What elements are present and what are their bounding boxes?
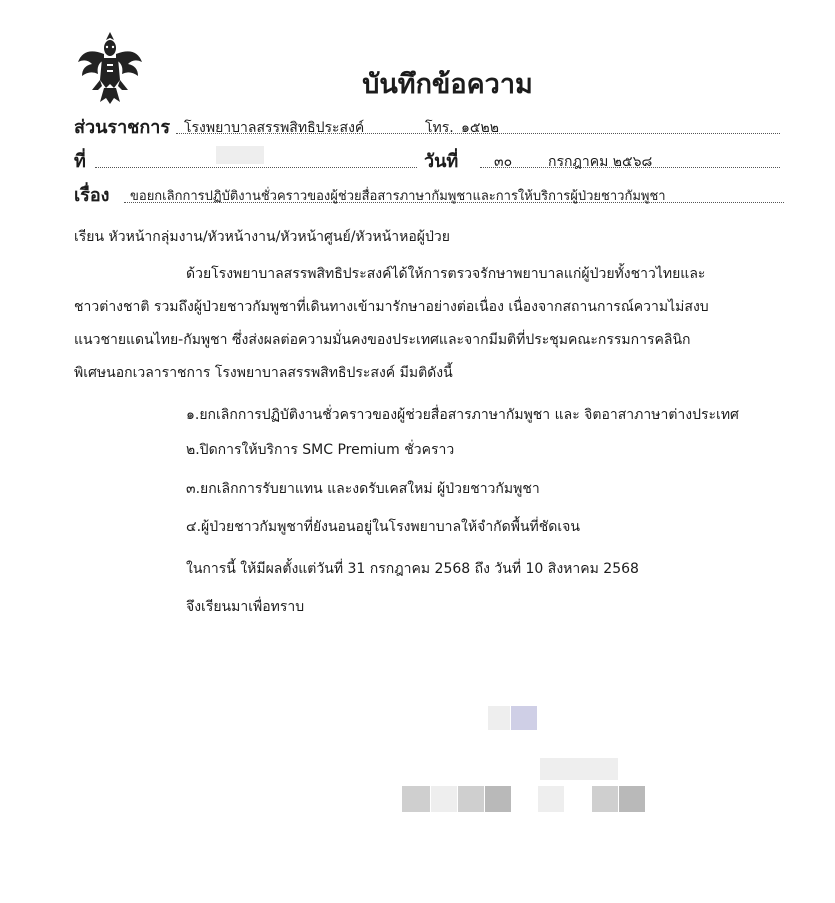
- paragraph-line: ด้วยโรงพยาบาลสรรพสิทธิประสงค์ได้ให้การตรวจรักษาพยาบาลแก่ผู้ป่วยทั้งชาวไทยและ: [186, 266, 706, 282]
- date-month-year: กรกฎาคม ๒๕๖๘: [548, 154, 653, 170]
- to-line: เรียน หัวหน้ากลุ่มงาน/หัวหน้างาน/หัวหน้าศูนย์/หัวหน้าหอผู้ป่วย: [74, 229, 450, 245]
- phone-label: โทร.: [425, 120, 454, 136]
- effective-date-line: ในการนี้ ให้มีผลตั้งแต่วันที่ 31 กรกฎาคม 2568 ถึง วันที่ 10 สิงหาคม 2568: [186, 561, 639, 577]
- agency-label: ส่วนราชการ: [74, 117, 171, 138]
- phone-value: ๑๕๒๒: [461, 120, 499, 136]
- date-label: วันที่: [424, 151, 459, 172]
- subject-label: เรื่อง: [74, 185, 110, 206]
- subject-value: ขอยกเลิกการปฏิบัติงานชั่วคราวของผู้ช่วยสื่อสารภาษากัมพูชาและการให้บริการผู้ป่วยชาวกัมพูชา: [130, 189, 666, 204]
- list-item: ๓.ยกเลิกการรับยาแทน และงดรับเคสใหม่ ผู้ป่วยชาวกัมพูชา: [186, 481, 540, 497]
- list-item: ๑.ยกเลิกการปฏิบัติงานชั่วคราวของผู้ช่วยสื่อสารภาษากัมพูชา และ จิตอาสาภาษาต่างประเทศ: [186, 407, 739, 423]
- list-item: ๔.ผู้ป่วยชาวกัมพูชาที่ยังนอนอยู่ในโรงพยาบาลให้จำกัดพื้นที่ชัดเจน: [186, 519, 580, 535]
- ref-dotted-line: [95, 167, 417, 168]
- agency-value: โรงพยาบาลสรรพสิทธิประสงค์: [184, 120, 365, 136]
- paragraph-line: ชาวต่างชาติ รวมถึงผู้ป่วยชาวกัมพูชาที่เดินทางเข้ามารักษาอย่างต่อเนื่อง เนื่องจากสถานการณ์ความไม่สงบ: [74, 299, 709, 315]
- ref-label: ที่: [74, 151, 86, 172]
- ref-number-redacted: [216, 146, 264, 164]
- memo-title: บันทึกข้อความ: [362, 69, 533, 100]
- paragraph-line: พิเศษนอกเวลาราชการ โรงพยาบาลสรรพสิทธิประสงค์ มีมติดังนี้: [74, 365, 453, 381]
- date-day: ๓๐: [494, 154, 513, 170]
- paragraph-line: แนวชายแดนไทย-กัมพูชา ซึ่งส่งผลต่อความมั่นคงของประเทศและจากมีมติที่ประชุมคณะกรรมการคลินิก: [74, 332, 691, 348]
- list-item: ๒.ปิดการให้บริการ SMC Premium ชั่วคราว: [186, 442, 455, 458]
- closing-line: จึงเรียนมาเพื่อทราบ: [186, 599, 305, 615]
